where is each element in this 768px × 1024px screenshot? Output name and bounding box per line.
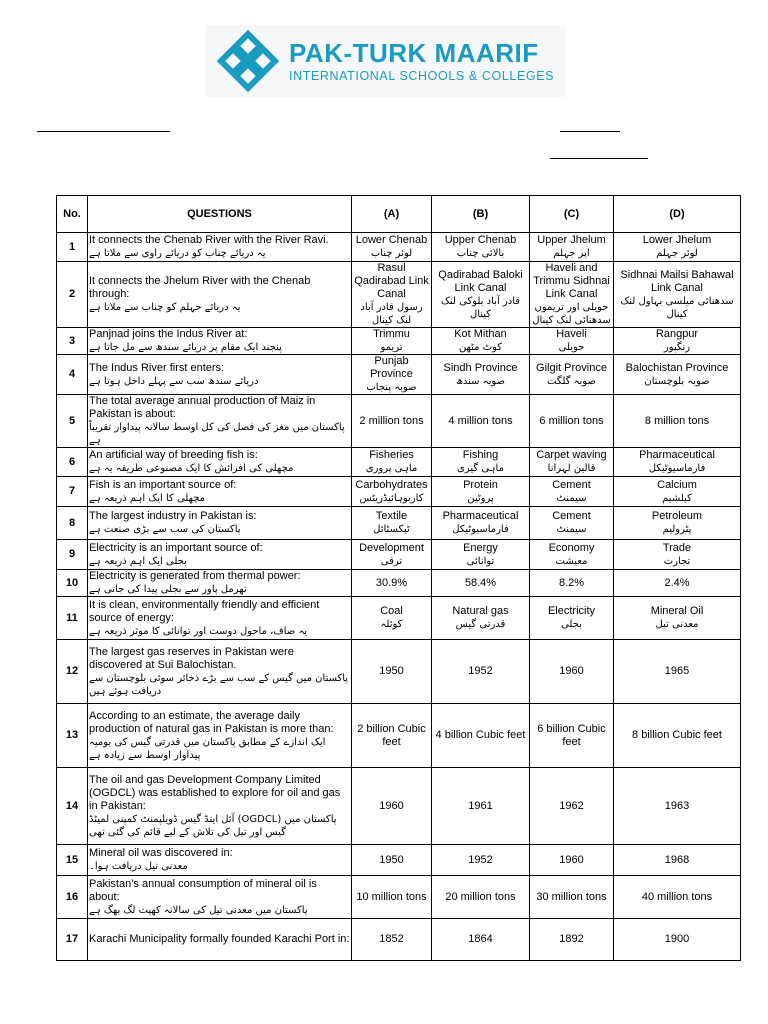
- option-b-urdu: فارماسیوٹیکل: [452, 524, 509, 535]
- question-text: [88, 540, 352, 570]
- option-c-urdu: سیمنٹ: [556, 524, 587, 535]
- question-urdu: دریائے سندھ سب سے پہلے داخل ہوتا ہے: [89, 375, 259, 387]
- header-no: No.: [57, 196, 88, 233]
- question-text: [88, 570, 352, 597]
- table-header-row: [57, 196, 741, 233]
- question-number: 5: [57, 395, 88, 448]
- option-b: [432, 704, 530, 768]
- option-c-urdu: حویلی: [558, 342, 585, 353]
- table-row: [57, 477, 741, 507]
- table-body: [57, 233, 741, 961]
- option-d-urdu: معدنی تیل: [655, 619, 699, 630]
- option-d-urdu: رنگپور: [663, 342, 691, 353]
- table-row: [57, 448, 741, 477]
- question-urdu: پاکستان میں (OGDCL) آئل اینڈ گیس ڈویلپمنٹ کمپنی لمیٹڈ گیس اور تیل کی تلاش کے لیے قائم کی گئی تھی: [89, 813, 337, 838]
- option-a-english: 10 million tons: [356, 890, 427, 903]
- option-c-urdu: اپر جہلم: [553, 248, 590, 259]
- option-d-urdu: کیلشیم: [662, 492, 692, 504]
- option-d-urdu: تجارت: [663, 555, 691, 567]
- table-row: [57, 395, 741, 448]
- option-c-english: 6 million tons: [539, 414, 604, 427]
- option-b-english: Upper Chenab: [444, 234, 517, 246]
- option-d: [614, 640, 741, 704]
- question-english: According to an estimate, the average daily production of natural gas in Pakistan is more than:: [89, 709, 334, 735]
- option-a: [352, 448, 432, 477]
- option-a: [352, 704, 432, 768]
- maarif-logo-icon: [215, 28, 281, 94]
- option-c-urdu: قالین لہرانا: [547, 463, 596, 474]
- option-c-urdu: سیمنٹ: [556, 492, 587, 504]
- question-number: 14: [57, 768, 88, 845]
- question-text: [88, 477, 352, 507]
- option-c: [530, 262, 614, 328]
- question-text: [88, 704, 352, 768]
- option-a: [352, 328, 432, 355]
- table-row: [57, 570, 741, 597]
- option-c-english: 8.2%: [558, 576, 585, 589]
- option-a: [352, 640, 432, 704]
- question-text: [88, 597, 352, 640]
- questions-table: [56, 195, 741, 961]
- question-urdu: پاکستان میں گیس کے سب سے بڑے ذخائر سوئی بلوچستان سے دریافت ہوئے ہیں: [89, 672, 349, 697]
- option-d: [614, 262, 741, 328]
- option-c: [530, 355, 614, 395]
- question-text: [88, 233, 352, 262]
- option-a-english: Rasul Qadirabad Link Canal: [354, 262, 429, 300]
- table-row: [57, 919, 741, 961]
- name-blank-line: [37, 131, 170, 132]
- option-a: [352, 876, 432, 919]
- option-b-english: 4 million tons: [448, 414, 513, 427]
- question-english: Mineral oil was discovered in:: [89, 847, 233, 859]
- option-b: [432, 355, 530, 395]
- date-blank-line: [560, 131, 620, 132]
- option-d-english: 8 billion Cubic feet: [632, 729, 722, 741]
- option-a-urdu: ترقی: [380, 555, 403, 567]
- question-urdu: پنجند ایک مقام پر دریائے سندھ سے مل جاتا ہے: [89, 342, 282, 353]
- option-d: [614, 876, 741, 919]
- header-questions: QUESTIONS: [88, 196, 352, 233]
- option-a-english: Fisheries: [369, 449, 414, 461]
- option-c: [530, 540, 614, 570]
- option-a: [352, 233, 432, 262]
- option-c: [530, 328, 614, 355]
- option-b-english: Qadirabad Baloki Link Canal: [438, 268, 523, 294]
- option-a-urdu: ماہی پروری: [365, 463, 418, 474]
- option-c: [530, 768, 614, 845]
- option-b-urdu: کوٹ مٹھن: [458, 342, 503, 353]
- option-b: [432, 640, 530, 704]
- option-d-english: 1965: [664, 665, 690, 677]
- option-a-english: 1950: [379, 665, 404, 677]
- option-d-english: 1900: [664, 933, 690, 945]
- option-a: [352, 477, 432, 507]
- option-b-urdu: توانائی: [466, 555, 495, 567]
- question-english: Panjnad joins the Indus River at:: [89, 328, 248, 340]
- option-c: [530, 919, 614, 961]
- option-c-english: Cement: [552, 510, 591, 522]
- option-d: [614, 233, 741, 262]
- option-d-english: Lower Jhelum: [642, 234, 712, 246]
- class-blank-line: [550, 158, 648, 159]
- option-a-english: Textile: [375, 510, 408, 522]
- option-d-english: Petroleum: [651, 510, 703, 522]
- question-number: 4: [57, 355, 88, 395]
- option-a: [352, 395, 432, 448]
- option-c-english: 1960: [559, 665, 584, 677]
- option-c-english: 30 million tons: [536, 890, 607, 903]
- option-b-urdu: قدرتی گیس: [455, 619, 506, 630]
- option-b: [432, 597, 530, 640]
- option-d-english: 1963: [664, 799, 690, 812]
- option-d: [614, 395, 741, 448]
- question-urdu: یہ دریائے جہلم کو چناب سے ملاتا ہے: [89, 302, 241, 313]
- option-d: [614, 704, 741, 768]
- question-number: 9: [57, 540, 88, 570]
- question-english: An artificial way of breeding fish is:: [89, 449, 258, 461]
- option-c-urdu: بجلی: [561, 619, 582, 630]
- question-number: 3: [57, 328, 88, 355]
- question-text: [88, 262, 352, 328]
- question-number: 8: [57, 507, 88, 540]
- table-row: [57, 845, 741, 876]
- question-english: The largest gas reserves in Pakistan were discovered at Sui Balochistan.: [89, 645, 294, 671]
- table-row: [57, 328, 741, 355]
- option-c-urdu: معیشت: [555, 555, 588, 567]
- option-b-english: Fishing: [462, 449, 499, 461]
- option-d-english: 40 million tons: [641, 890, 713, 903]
- option-d: [614, 597, 741, 640]
- option-c-english: Carpet waving: [536, 449, 607, 461]
- option-b: [432, 477, 530, 507]
- option-c-english: Haveli: [556, 328, 587, 340]
- question-urdu: مچھلی کا ایک اہم ذریعہ ہے: [89, 492, 206, 504]
- header-option-b: (B): [432, 196, 530, 233]
- option-c: [530, 233, 614, 262]
- option-d: [614, 919, 741, 961]
- option-b-urdu: پروٹین: [467, 492, 494, 504]
- question-text: [88, 395, 352, 448]
- question-urdu: بجلی ایک اہم ذریعہ ہے: [89, 555, 187, 567]
- option-d-english: Trade: [662, 541, 692, 554]
- table-row: [57, 540, 741, 570]
- question-english: Pakistan’s annual consumption of mineral oil is about:: [89, 877, 317, 903]
- header-option-d: (D): [614, 196, 741, 233]
- option-b-urdu: قادر آباد بلوکی لنک کینال: [440, 295, 521, 320]
- option-d: [614, 768, 741, 845]
- option-a-english: Punjab Province: [370, 355, 413, 380]
- option-a: [352, 845, 432, 876]
- option-c-english: Haveli and Trimmu Sidhnai Link Canal: [533, 262, 610, 300]
- option-c: [530, 640, 614, 704]
- option-c: [530, 448, 614, 477]
- school-logo: [205, 25, 565, 97]
- header-option-c: (C): [530, 196, 614, 233]
- table-row: [57, 597, 741, 640]
- option-a-english: 2 million tons: [359, 414, 424, 427]
- question-text: [88, 768, 352, 845]
- option-b-urdu: بالائی چناب: [456, 248, 505, 259]
- option-a-english: 1950: [379, 853, 404, 866]
- question-urdu: مچھلی کی افزائش کا ایک مصنوعی طریقہ یہ ہے: [89, 463, 294, 474]
- option-b: [432, 876, 530, 919]
- option-d: [614, 845, 741, 876]
- option-c: [530, 704, 614, 768]
- option-b-english: Energy: [463, 541, 498, 554]
- question-english: The oil and gas Development Company Limited (OGDCL) was established to explore for oil and gas in Pakistan:: [89, 773, 341, 812]
- table-row: [57, 768, 741, 845]
- option-a: [352, 355, 432, 395]
- option-c: [530, 395, 614, 448]
- option-b-english: 1952: [468, 665, 493, 677]
- option-b-english: Kot Mithan: [454, 328, 507, 340]
- question-urdu: پاکستان کی سب سے بڑی صنعت ہے: [89, 524, 241, 535]
- question-text: [88, 448, 352, 477]
- question-number: 13: [57, 704, 88, 768]
- option-a-urdu: رسول قادر آباد لنک کینال: [360, 302, 423, 326]
- question-text: [88, 507, 352, 540]
- option-b-english: Natural gas: [452, 605, 509, 617]
- table-row: [57, 704, 741, 768]
- option-c-english: 1962: [559, 799, 584, 812]
- option-a-english: 1852: [379, 933, 404, 945]
- option-d-english: 2.4%: [664, 576, 690, 589]
- option-a-urdu: تریمو: [380, 342, 403, 353]
- option-d: [614, 477, 741, 507]
- option-c: [530, 570, 614, 597]
- option-b-english: 4 billion Cubic feet: [435, 729, 526, 741]
- option-c-english: Upper Jhelum: [537, 234, 606, 246]
- question-number: 15: [57, 845, 88, 876]
- option-d: [614, 507, 741, 540]
- table-row: [57, 233, 741, 262]
- option-b-english: Sindh Province: [443, 361, 518, 374]
- question-english: The largest industry in Pakistan is:: [89, 510, 257, 522]
- option-c: [530, 597, 614, 640]
- option-c-english: Cement: [552, 478, 591, 491]
- question-text: [88, 876, 352, 919]
- option-b-english: 1864: [468, 933, 493, 945]
- option-c: [530, 507, 614, 540]
- question-number: 6: [57, 448, 88, 477]
- option-b-urdu: صوبہ سندھ: [455, 375, 506, 387]
- question-urdu: پاکستان میں مغز کی فصل کی کل اوسط سالانہ پیداوار تقریباً ہے: [89, 422, 345, 446]
- option-a-urdu: کاربوہائیڈریٹس: [359, 492, 424, 504]
- option-d-english: Balochistan Province: [625, 361, 729, 374]
- question-english: The Indus River first enters:: [89, 361, 225, 374]
- question-english: Fish is an important source of:: [89, 478, 237, 491]
- option-a-urdu: لوئر چناب: [370, 248, 413, 259]
- table-row: [57, 262, 741, 328]
- option-c-english: Electricity: [547, 605, 596, 617]
- option-b-english: 58.4%: [464, 576, 497, 589]
- option-a-english: 30.9%: [375, 576, 408, 589]
- option-a-english: 1960: [379, 799, 404, 812]
- option-a: [352, 540, 432, 570]
- question-urdu: پاکستان میں معدنی تیل کی سالانہ کھپت لگ بھگ ہے: [89, 904, 308, 916]
- option-b-english: 1961: [468, 799, 493, 812]
- option-c-urdu: حویلی اور تریموں سدھنائی لنک کینال: [532, 302, 611, 326]
- option-c-english: 6 billion Cubic feet: [537, 722, 606, 748]
- option-c-english: Economy: [548, 541, 595, 554]
- question-number: 17: [57, 919, 88, 961]
- question-text: [88, 355, 352, 395]
- option-b-english: Protein: [463, 478, 498, 491]
- option-a-english: 2 billion Cubic feet: [357, 722, 426, 748]
- option-d-urdu: سدھنائی میلسی بہاول لنک کینال: [620, 295, 734, 320]
- question-urdu: یہ دریائے چناب کو دریائے راوی سے ملاتا ہے: [89, 248, 266, 259]
- option-b-english: 1952: [468, 853, 493, 866]
- question-number: 7: [57, 477, 88, 507]
- option-a: [352, 507, 432, 540]
- option-d-english: Rangpur: [655, 328, 699, 340]
- option-a-urdu: ٹیکسٹائل: [373, 524, 410, 535]
- option-b-english: 20 million tons: [445, 890, 516, 903]
- logo-subtitle: INTERNATIONAL SCHOOLS & COLLEGES: [289, 69, 555, 83]
- option-c-english: 1960: [559, 853, 584, 866]
- option-d-urdu: لوئر جہلم: [656, 248, 698, 259]
- question-text: [88, 919, 352, 961]
- option-a: [352, 570, 432, 597]
- question-english: Electricity is an important source of:: [89, 541, 263, 554]
- option-d-english: Sidhnai Mailsi Bahawal Link Canal: [620, 268, 734, 294]
- question-urdu: معدنی تیل دریافت ہوا۔: [89, 861, 188, 872]
- option-a-urdu: صوبہ پنجاب: [366, 382, 417, 393]
- option-c: [530, 876, 614, 919]
- option-c-english: Gilgit Province: [536, 361, 607, 374]
- question-english: It is clean, environmentally friendly and efficient source of energy:: [89, 598, 320, 624]
- question-english: The total average annual production of Maiz in Pakistan is about:: [89, 395, 316, 420]
- question-english: Karachi Municipality formally founded Karachi Port in:: [89, 933, 350, 945]
- question-urdu: تھرمل پاور سے بجلی پیدا کی جاتی ہے: [89, 584, 247, 595]
- option-d: [614, 355, 741, 395]
- question-number: 12: [57, 640, 88, 704]
- option-c-urdu: صوبہ گلگت: [547, 375, 596, 387]
- option-d: [614, 540, 741, 570]
- question-english: It connects the Jhelum River with the Chenab through:: [89, 275, 311, 300]
- header-option-a: (A): [352, 196, 432, 233]
- option-b: [432, 768, 530, 845]
- question-english: It connects the Chenab River with the River Ravi.: [89, 234, 329, 246]
- option-b: [432, 845, 530, 876]
- logo-title: PAK-TURK MAARIF: [289, 38, 539, 68]
- question-text: [88, 328, 352, 355]
- option-b-urdu: ماہی گیری: [457, 463, 504, 474]
- option-a: [352, 262, 432, 328]
- table-row: [57, 355, 741, 395]
- question-number: 11: [57, 597, 88, 640]
- option-c: [530, 477, 614, 507]
- question-text: [88, 640, 352, 704]
- question-urdu: ایک اندازے کے مطابق پاکستان میں قدرتی گیس کی یومیہ پیداوار اوسط سے زیادہ ہے: [89, 736, 326, 761]
- question-number: 2: [57, 262, 88, 328]
- option-b: [432, 328, 530, 355]
- table-row: [57, 876, 741, 919]
- option-a-english: Carbohydrates: [355, 478, 428, 491]
- question-text: [88, 845, 352, 876]
- option-b: [432, 448, 530, 477]
- option-a-english: Coal: [380, 605, 403, 617]
- option-d-urdu: فارماسیوٹیکل: [648, 463, 706, 474]
- option-a: [352, 919, 432, 961]
- question-urdu: یہ صاف، ماحول دوست اور توانائی کا موثر ذریعہ ہے: [89, 625, 308, 637]
- option-a: [352, 597, 432, 640]
- question-number: 10: [57, 570, 88, 597]
- question-english: Electricity is generated from thermal power:: [89, 570, 301, 582]
- option-b: [432, 570, 530, 597]
- table-row: [57, 640, 741, 704]
- option-b: [432, 919, 530, 961]
- question-number: 1: [57, 233, 88, 262]
- option-a-english: Lower Chenab: [355, 234, 428, 246]
- table-row: [57, 507, 741, 540]
- option-d-english: Pharmaceutical: [639, 449, 715, 461]
- option-d-urdu: صوبہ بلوچستان: [644, 375, 710, 387]
- option-a: [352, 768, 432, 845]
- option-b: [432, 262, 530, 328]
- option-b: [432, 540, 530, 570]
- option-a-english: Trimmu: [373, 328, 410, 340]
- option-c: [530, 845, 614, 876]
- option-d: [614, 448, 741, 477]
- option-d-urdu: پٹرولیم: [662, 524, 692, 535]
- option-c-english: 1892: [559, 933, 584, 945]
- option-b: [432, 395, 530, 448]
- option-d-english: Calcium: [657, 478, 697, 491]
- option-a-urdu: کوئلہ: [380, 619, 403, 630]
- option-d-english: 8 million tons: [644, 414, 710, 427]
- option-d: [614, 570, 741, 597]
- option-a-english: Development: [359, 541, 424, 554]
- question-number: 16: [57, 876, 88, 919]
- option-b: [432, 507, 530, 540]
- option-b-english: Pharmaceutical: [442, 510, 519, 522]
- option-b: [432, 233, 530, 262]
- option-d-english: 1968: [664, 853, 690, 866]
- option-d-english: Mineral Oil: [650, 605, 704, 617]
- option-d: [614, 328, 741, 355]
